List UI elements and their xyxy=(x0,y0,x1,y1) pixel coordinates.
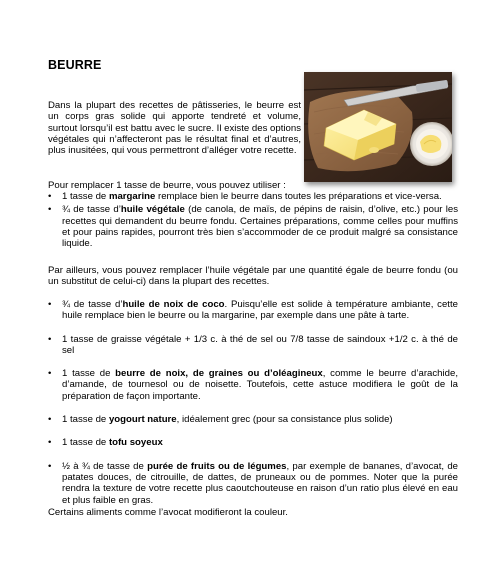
item-highlight: huile végétale xyxy=(120,204,185,216)
page-title: BEURRE xyxy=(48,58,102,72)
list-item xyxy=(48,334,458,357)
bullet-icon: • xyxy=(48,333,52,345)
bullet-icon: • xyxy=(48,299,52,310)
item-text: 1 tasse de xyxy=(62,368,116,380)
item-text: 1 tasse de xyxy=(62,437,109,449)
bullet-icon: • xyxy=(48,460,52,472)
bullet-icon: • xyxy=(48,437,52,449)
item-highlight: beurre de noix, de graines ou d’oléagineux xyxy=(115,368,323,380)
item-text: 1 tasse de xyxy=(62,191,109,202)
item-highlight: yogourt nature xyxy=(108,414,177,426)
intro-paragraph: Dans la plupart des recettes de pâtisseries, le beurre est un corps gras solide qui apporte tendreté et volume, surtout lorsqu’il est battu avec le sucre. Il existe des options végétales qui n’affecteront pas le résultat final et d’autres, plus inusitées, qui vous permettront d’alléger votre recette. xyxy=(48,100,301,157)
item-text-rest: (de canola, de maïs, de pépins de raisin, d’olive, etc.) pour les recettes qui demandent du beurre fondu. Certaines préparations, comme celles pour muffins et pour pains rapides, pourront très bien s’accommoder de ce produit malgré sa consistance liquide. xyxy=(62,204,458,250)
bullet-icon: • xyxy=(48,204,52,216)
item-text: ½ à ¾ de tasse de xyxy=(62,460,148,472)
item-highlight: huile de noix de coco xyxy=(122,299,225,310)
item-text-rest: . Puisqu’elle est solide à température ambiante, cette huile remplace bien le beurre ou la margarine, par exemple dans une pâte à tarte. xyxy=(62,299,458,322)
butter-photo xyxy=(304,72,452,182)
bullet-icon: • xyxy=(48,191,52,202)
substitute-list-secondary xyxy=(48,299,458,518)
item-text: 1 tasse de graisse végétale + 1/3 c. à thé de sel ou 7/8 tasse de saindoux +1/2 c. à thé de sel xyxy=(62,333,458,356)
list-item xyxy=(48,204,458,249)
item-text-rest: , comme le beurre d’arachide, d’amande, de tournesol ou de noisette. Toutefois, cette astuce modifiera le goût de la préparation de façon importante. xyxy=(62,368,458,402)
butter-image-icon xyxy=(304,72,452,182)
bullet-icon: • xyxy=(48,368,52,380)
list-item xyxy=(48,368,458,402)
closing-note: Certains aliments comme l’avocat modifieront la couleur. xyxy=(48,507,288,518)
item-highlight: purée de fruits ou de légumes xyxy=(147,460,287,472)
list-item xyxy=(48,299,458,322)
item-text-rest: , par exemple de bananes, d’avocat, de patates douces, de citrouille, de dattes, de pruneaux ou de pommes. Noter que la purée rendra la texture de votre recette plus caoutchouteuse en raison d’un ratio plus élevé en eau et plus faible en gras. xyxy=(62,460,458,506)
item-text: ¾ de tasse d’ xyxy=(62,204,121,216)
bullet-icon: • xyxy=(48,414,52,426)
list-item xyxy=(48,191,458,202)
substitute-list-primary xyxy=(48,191,458,251)
item-text: 1 tasse de xyxy=(62,414,109,426)
item-highlight: tofu soyeux xyxy=(108,437,163,449)
list-item xyxy=(48,437,458,448)
list-item xyxy=(48,414,458,425)
paragraph-melted-butter: Par ailleurs, vous pouvez remplacer l’huile végétale par une quantité égale de beurre fondu (ou un substitut de celui-ci) dans la plupart des recettes. xyxy=(48,265,458,288)
item-text-rest: remplace bien le beurre dans toutes les préparations et vice-versa. xyxy=(155,191,442,202)
item-text: ¾ de tasse d’ xyxy=(62,299,123,310)
replace-intro: Pour remplacer 1 tasse de beurre, vous pouvez utiliser : xyxy=(48,180,286,191)
item-highlight: margarine xyxy=(108,191,156,202)
list-item xyxy=(48,461,458,506)
item-text-rest: , idéalement grec (pour sa consistance plus solide) xyxy=(176,414,393,426)
